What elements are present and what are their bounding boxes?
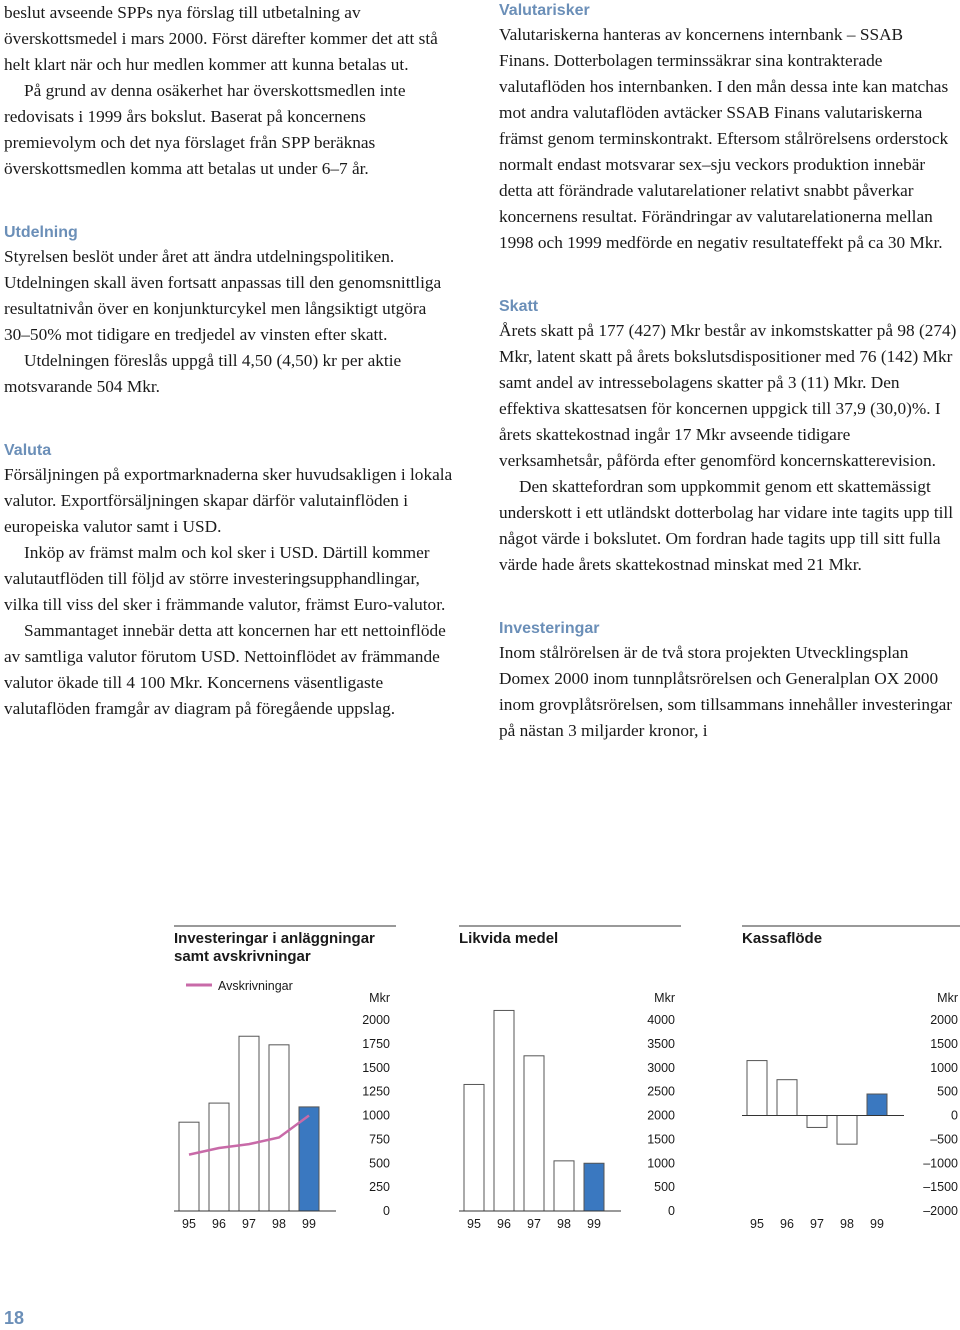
y-tick-label: 0	[668, 1204, 675, 1218]
y-tick-label: 1000	[362, 1108, 390, 1123]
y-tick-label: –500	[930, 1132, 958, 1147]
y-tick-label: 1500	[362, 1060, 390, 1075]
bar-99	[584, 1163, 604, 1211]
x-tick-label: 98	[840, 1217, 854, 1231]
x-tick-label: 95	[750, 1217, 764, 1231]
y-tick-label: 750	[369, 1132, 390, 1147]
bar-97	[239, 1036, 259, 1211]
chart-likvida-medel-svg	[445, 906, 685, 1246]
y-tick-label: 2000	[362, 1013, 390, 1027]
y-tick-label: 1750	[362, 1036, 390, 1051]
bar-97	[524, 1056, 544, 1211]
bar-96	[494, 1010, 514, 1211]
y-tick-label: 500	[369, 1156, 390, 1171]
investeringar-paragraph-1: Inom stålrörelsen är de två stora projekten Utvecklingsplan Domex 2000 inom tunnplåtsrörelsen och Generalplan OX 2000 inom grovplåtsrörelsen, som tillsammans innehåller investeringar på nästan 3 miljarder kronor, i	[499, 643, 953, 740]
valuta-paragraph-3: Sammantaget innebär detta att koncernen har ett nettoinflöde av samtliga valutor förutom USD. Nettoinflödet av främmande valutor ökade till 4 100 Mkr. Koncernens väsentligaste valutaflöden framgår av diagram på föregående uppslag.	[4, 621, 446, 718]
x-tick-label: 97	[242, 1217, 256, 1231]
chart-title-line: samt avskrivningar	[174, 948, 311, 965]
section-heading-utdelning: Utdelning	[4, 224, 78, 241]
utdelning-paragraph-2: Utdelningen föreslås uppgå till 4,50 (4,50) kr per aktie motsvarande 504 Mkr.	[4, 351, 402, 396]
x-tick-label: 95	[467, 1217, 481, 1231]
y-tick-label: 1500	[930, 1036, 958, 1051]
chart-unit-label: Mkr	[654, 991, 675, 1005]
section-heading-skatt: Skatt	[499, 298, 539, 315]
bar-98	[554, 1161, 574, 1211]
bar-96	[777, 1080, 797, 1116]
chart-unit-label: Mkr	[937, 991, 958, 1005]
x-tick-label: 97	[810, 1217, 824, 1231]
y-tick-label: –1500	[923, 1180, 958, 1195]
x-tick-label: 99	[302, 1217, 316, 1231]
bar-98	[269, 1045, 289, 1211]
y-tick-label: 0	[383, 1204, 390, 1218]
legend-label: Avskrivningar	[218, 979, 293, 993]
y-tick-label: 2500	[647, 1084, 675, 1099]
x-tick-label: 96	[780, 1217, 794, 1231]
y-tick-label: 1000	[647, 1156, 675, 1171]
x-tick-label: 96	[497, 1217, 511, 1231]
bar-99	[299, 1107, 319, 1211]
valutarisker-paragraph-1: Valutariskerna hanteras av koncernens internbank – SSAB Finans. Dotterbolagen terminssäkrar sina kontrakterade valutaflöden hos internbanken. I den mån dessa inte kan matchas mot andra valutaflöden avtäcker SSAB Finans valutariskerna främst genom terminskontrakt. Eftersom stålrörelsens orderstock normalt endast motsvarar sex–sju veckors produktion innebär detta att förändrade valutarelationer relativt snabbt påverkar koncernens resultat. Förändringar av valutarelationerna mellan 1998 och 1999 medförde en negativ resultateffekt på ca 30 Mkr.	[499, 25, 949, 252]
x-tick-label: 96	[212, 1217, 226, 1231]
skatt-paragraph-2: Den skattefordran som uppkommit genom ett skattemässigt underskott i ett utländskt dotterbolag har vidare inte tagits upp till något värde i bokslutet. Om fordran hade tagits upp till sitt fulla värde hade årets skattekostnad minskat med 21 Mkr.	[499, 477, 954, 574]
bar-95	[747, 1061, 767, 1116]
chart-unit-label: Mkr	[369, 991, 390, 1005]
y-tick-label: 2000	[930, 1013, 958, 1027]
valuta-paragraph-1: Försäljningen på exportmarknaderna sker huvudsakligen i lokala valutor. Exportförsäljningen skapar därför valutainflöden i europeiska valutor samt i USD.	[4, 465, 453, 536]
x-tick-label: 99	[587, 1217, 601, 1231]
bar-95	[464, 1084, 484, 1211]
chart-title-line: Likvida medel	[459, 930, 559, 947]
bar-95	[179, 1122, 199, 1211]
y-tick-label: 3500	[647, 1036, 675, 1051]
x-tick-label: 95	[182, 1217, 196, 1231]
bar-97	[807, 1116, 827, 1128]
utdelning-paragraph-1: Styrelsen beslöt under året att ändra utdelningspolitiken. Utdelningen skall även fortsatt anpassas till den genomsnittliga resultatnivån över en konjunkturcykel men långsiktigt utgöra 30–50% mot tidigare en tredjedel av vinsten efter skatt.	[4, 247, 442, 344]
intro-paragraph-1: beslut avseende SPPs nya förslag till utbetalning av överskottsmedel i mars 2000. Först därefter kommer det att stå helt klart när och hur medlen kommer att kunna betalas ut.	[4, 3, 438, 74]
x-tick-label: 98	[272, 1217, 286, 1231]
intro-paragraph-2: På grund av denna osäkerhet har överskottsmedlen inte redovisats i 1999 års bokslut. Baserat på koncernens premievolym och det nya förslaget från SPP beräknas överskottsmedlen komma att betalas ut under 6–7 år.	[4, 81, 406, 178]
y-tick-label: 1000	[930, 1060, 958, 1075]
chart-investeringar-svg	[160, 906, 400, 1246]
chart-title-line: Kassaflöde	[742, 930, 823, 947]
x-tick-label: 99	[870, 1217, 884, 1231]
y-tick-label: 4000	[647, 1013, 675, 1027]
chart-title-line: Investeringar i anläggningar	[174, 930, 375, 947]
page-number: 18	[4, 1308, 25, 1328]
section-heading-valutarisker: Valutarisker	[499, 2, 590, 19]
y-tick-label: 3000	[647, 1060, 675, 1075]
chart-kassaflode-svg	[728, 906, 960, 1246]
y-tick-label: 1500	[647, 1132, 675, 1147]
y-tick-label: 2000	[647, 1108, 675, 1123]
y-tick-label: –1000	[923, 1156, 958, 1171]
y-tick-label: 500	[937, 1084, 958, 1099]
y-tick-label: 1250	[362, 1084, 390, 1099]
x-tick-label: 98	[557, 1217, 571, 1231]
right-column	[499, 0, 957, 744]
section-heading-valuta: Valuta	[4, 442, 52, 459]
skatt-paragraph-1: Årets skatt på 177 (427) Mkr består av inkomstskatter på 98 (274) Mkr, latent skatt på årets bokslutsdispositioner med 76 (142) Mkr samt andel av intressebolagens skatter på 3 (11) Mkr. Den effektiva skattesatsen för koncernen uppgick till 37,9 (30,0)%. I årets skattekostnad ingår 17 Mkr avseende tidigare verksamhetsår, påförda efter genomförd koncernskatterevision.	[499, 321, 957, 470]
y-tick-label: 0	[951, 1108, 958, 1123]
bar-96	[209, 1103, 229, 1211]
section-heading-investeringar: Investeringar	[499, 620, 600, 637]
x-tick-label: 97	[527, 1217, 541, 1231]
valuta-paragraph-2: Inköp av främst malm och kol sker i USD. Därtill kommer valutautflöden till följd av större investeringsupphandlingar, vilka till viss del sker i främmande valutor, främst Euro-valutor.	[4, 543, 446, 614]
bar-99	[867, 1094, 887, 1115]
left-column	[4, 0, 456, 722]
bar-98	[837, 1116, 857, 1145]
y-tick-label: –2000	[923, 1204, 958, 1218]
y-tick-label: 250	[369, 1180, 390, 1195]
y-tick-label: 500	[654, 1180, 675, 1195]
